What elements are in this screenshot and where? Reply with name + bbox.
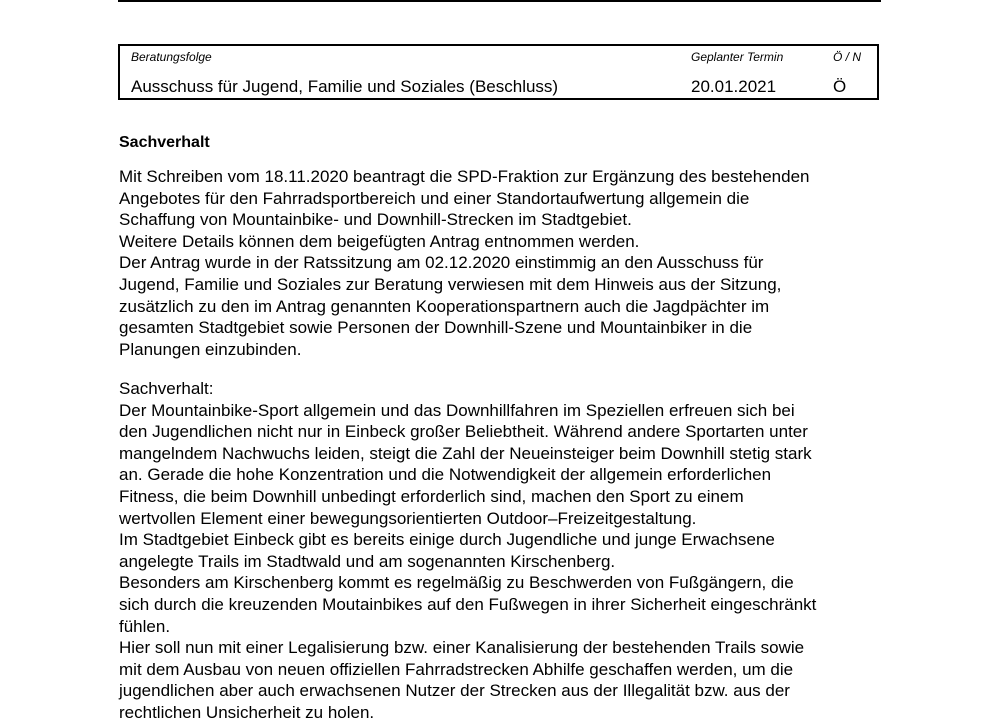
beratungsfolge-table xyxy=(118,44,879,100)
text-line: Angebotes für den Fahrradsportbereich und einer Standortaufwertung allgemein die xyxy=(119,188,750,208)
text-line: Der Mountainbike-Sport allgemein und das Downhillfahren im Speziellen erfreuen sich bei xyxy=(119,400,795,420)
text-line: zusätzlich zu den im Antrag genannten Kooperationspartnern auch die Jagdpächter im xyxy=(119,296,770,316)
text-line: Hier soll nun mit einer Legalisierung bzw. einer Kanalisierung der bestehenden Trails sowie xyxy=(119,638,805,658)
text-line: Fitness, die beim Downhill unbedingt erforderlich sind, machen den Sport zu einem xyxy=(119,486,744,506)
text-line: an. Gerade die hohe Konzentration und die Notwendigkeit der allgemein erforderlichen xyxy=(119,465,772,485)
text-line: Der Antrag wurde in der Ratssitzung am 02.12.2020 einstimmig an den Ausschuss für xyxy=(119,253,764,273)
text-line: fühlen. xyxy=(119,616,171,636)
text-line: gesamten Stadtgebiet sowie Personen der Downhill-Szene und Mountainbiker in die xyxy=(119,318,753,338)
text-line: Sachverhalt: xyxy=(119,379,214,398)
text-line: sich durch die kreuzenden Moutainbikes auf den Fußwegen in ihrer Sicherheit eingeschränkt xyxy=(119,594,817,614)
text-line: mit dem Ausbau von neuen offiziellen Fahrradstrecken Abhilfe geschaffen werden, um die xyxy=(119,659,794,679)
text-line: den Jugendlichen nicht nur in Einbeck großer Beliebtheit. Während andere Sportarten unter xyxy=(119,422,808,442)
text-line: Besonders am Kirschenberg kommt es regelmäßig zu Beschwerden von Fußgängern, die xyxy=(119,573,794,593)
text-line: Schaffung von Mountainbike- und Downhill-Strecken im Stadtgebiet. xyxy=(119,210,632,230)
text-line: Weitere Details können dem beigefügten Antrag entnommen werden. xyxy=(119,231,640,251)
paragraph-antrag xyxy=(119,166,889,360)
header-oeffentlich: Ö / N xyxy=(833,50,862,64)
paragraph-sachverhalt xyxy=(119,378,889,724)
top-rule xyxy=(118,0,881,2)
header-beratungsfolge: Beratungsfolge xyxy=(131,50,212,64)
oeffentlich-value: Ö xyxy=(833,77,847,96)
section-title: Sachverhalt xyxy=(119,134,210,151)
text-line: angelegte Trails im Stadtwald und am sogenannten Kirschenberg. xyxy=(119,551,616,571)
text-line: jugendlichen aber auch erwachsenen Nutzer der Strecken aus der Illegalität bzw. aus der xyxy=(119,681,790,701)
header-geplanter-termin: Geplanter Termin xyxy=(691,50,784,64)
termin-value: 20.01.2021 xyxy=(691,77,777,96)
text-line: rechtlichen Unsicherheit zu holen. xyxy=(119,702,375,722)
text-line: Im Stadtgebiet Einbeck gibt es bereits einige durch Jugendliche und junge Erwachsene xyxy=(119,530,775,550)
gremium-value: Ausschuss für Jugend, Familie und Soziales (Beschluss) xyxy=(131,77,559,96)
text-line: mangelndem Nachwuchs leiden, steigt die Zahl der Neueinsteiger beim Downhill stetig stark xyxy=(119,443,812,463)
text-line: Planungen einzubinden. xyxy=(119,339,302,359)
text-line: Jugend, Familie und Soziales zur Beratung verwiesen mit dem Hinweis aus der Sitzung, xyxy=(119,274,782,294)
text-line: wertvollen Element einer bewegungsorientierten Outdoor–Freizeitgestaltung. xyxy=(119,508,697,528)
text-line: Mit Schreiben vom 18.11.2020 beantragt die SPD-Fraktion zur Ergänzung des bestehenden xyxy=(119,167,810,186)
